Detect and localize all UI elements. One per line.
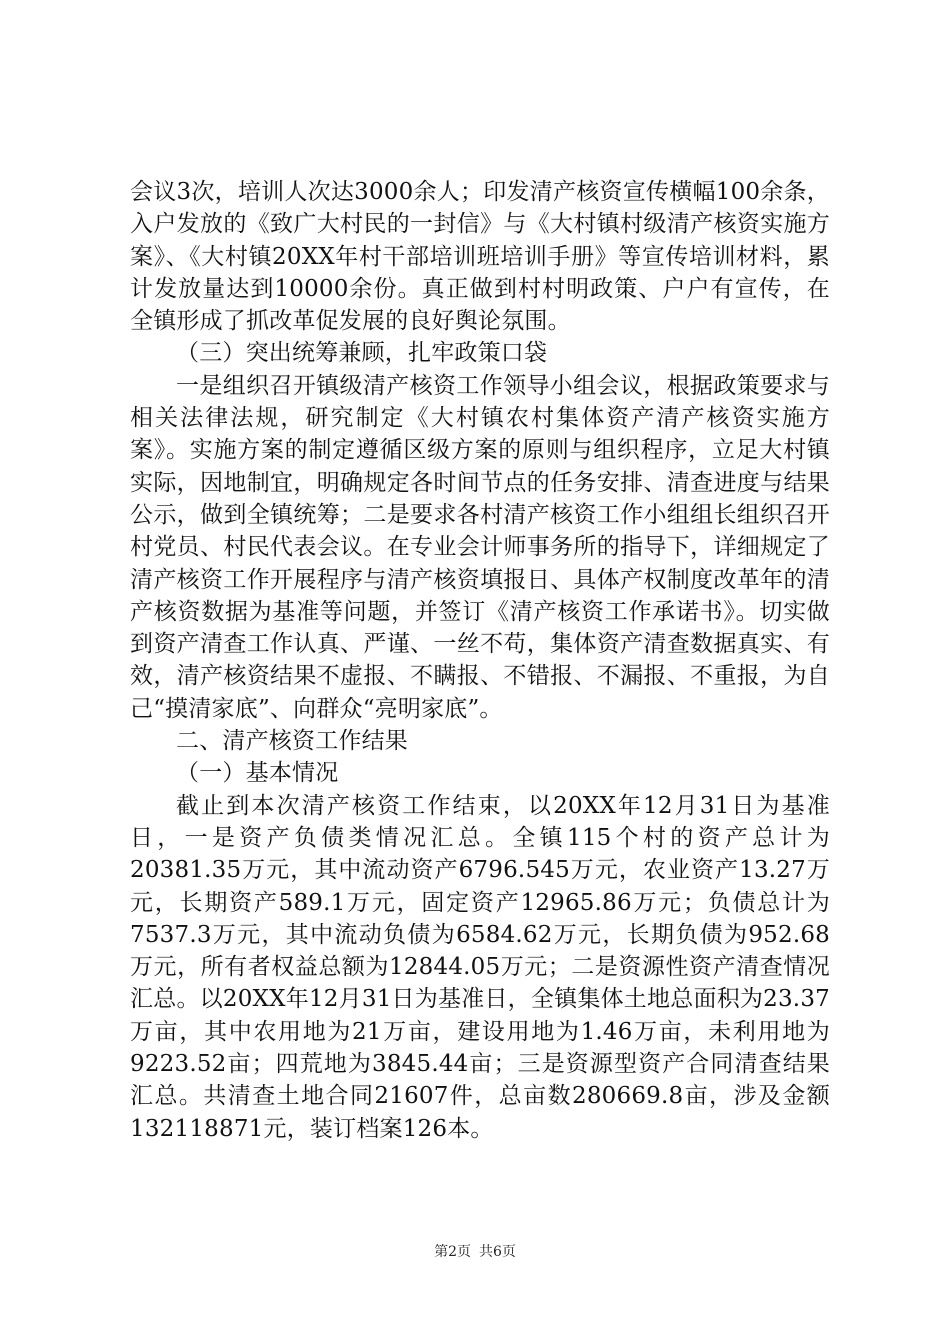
page-footer [0,1242,950,1262]
document-body [130,176,830,1145]
section-heading-1: （一）基本情况 [176,760,339,787]
paragraph-results: 截止到本次清产核资工作结束，以20XX年12月31日为基准日，一是资产负债类情况汇总。全镇115个村的资产总计为20381.35万元，其中流动资产6796.545万元，农业资产13.27万元，长期资产589.1万元，固定资产12965.86万元；负债总计为7537.3万元，其中流动负债为6584.62万元，长期负债为952.68万元，所有者权益总额为12844.05万元；二是资源性资产清查情况汇总。以20XX年12月31日为基准日，全镇集体土地总面积为23.37万亩，其中农用地为21万亩，建设用地为1.46万亩，未利用地为9223.52亩；四荒地为3845.44亩；三是资源型资产合同清查结果汇总。共清查土地合同21607件，总亩数280669.8亩，涉及金额132118871元，装订档案126本。 [130,792,830,1142]
page-total: 共6页 [479,1244,516,1260]
chapter-heading-2: 二、清产核资工作结果 [176,728,408,755]
paragraph-policy: 一是组织召开镇级清产核资工作领导小组会议，根据政策要求与相关法律法规，研究制定《大村镇农村集体资产清产核资实施方案》。实施方案的制定遵循区级方案的原则与组织程序，立足大村镇实际，因地制宜，明确规定各时间节点的任务安排、清查进度与结果公示，做到全镇统筹；二是要求各村清产核资工作小组组长组织召开村党员、村民代表会议。在专业会计师事务所的指导下，详细规定了清产核资工作开展程序与清产核资填报日、具体产权制度改革年的清产核资数据为基准等问题，并签订《清产核资工作承诺书》。切实做到资产清查工作认真、严谨、一丝不苟，集体资产清查数据真实、有效，清产核资结果不虚报、不瞒报、不错报、不漏报、不重报，为自己“摸清家底”、向群众“亮明家底”。 [130,372,830,722]
paragraph-continuation: 会议3次，培训人次达3000余人；印发清产核资宣传横幅100余条，入户发放的《致广大村民的一封信》与《大村镇村级清产核资实施方案》、《大村镇20XX年村干部培训班培训手册》等宣传培训材料，累计发放量达到10000余份。真正做到村村明政策、户户有宣传，在全镇形成了抓改革促发展的良好舆论氛围。 [130,179,830,335]
section-heading-3: （三）突出统筹兼顾，扎牢政策口袋 [176,340,548,367]
page-number: 第2页 [434,1244,471,1260]
